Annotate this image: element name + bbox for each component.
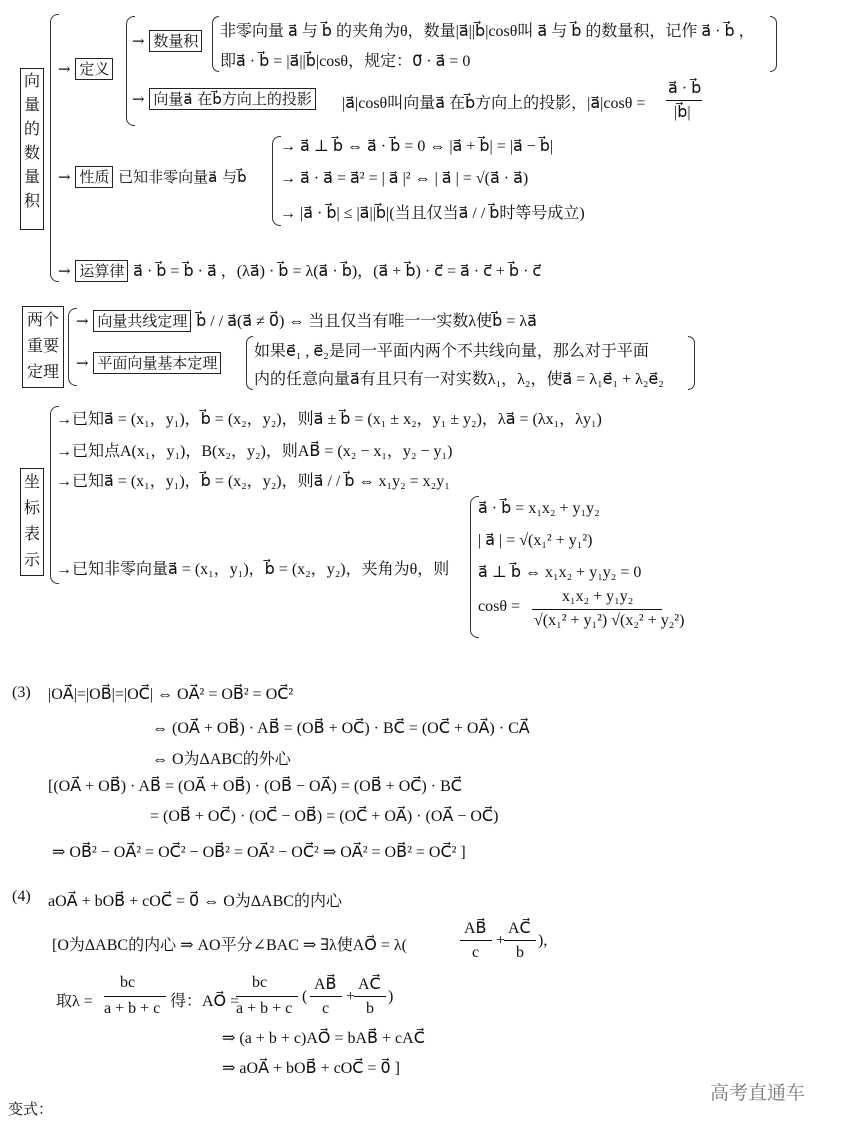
coord-r4-lhs: cosθ = (478, 598, 521, 615)
collinear-row: → 向量共线定理 b⃗ / / a⃗(a⃗ ≠ 0⃗) ⇔ 当且仅当有唯一一实数λ使b⃗ = λa⃗ (76, 312, 537, 330)
prod-row: → 数量积 (132, 30, 202, 52)
part4-line1: aOA⃗ + bOB⃗ + cOC⃗ = 0⃗ ⇔ O为ΔABC的内心 (48, 893, 342, 910)
title-char: 示 (23, 550, 40, 569)
coord-3: →已知a⃗ = (x₁，y₁)，b⃗ = (x₂，y₂)，则a⃗ / / b⃗ ⇔ x₁y₂ = x₂y₁ (56, 473, 450, 490)
prop-2: → a⃗ · a⃗ = a⃗² = | a⃗ |² ⇔ | a⃗ | = √(a⃗ · a⃗) (280, 170, 529, 187)
lambda-den: a + b + c (104, 1000, 161, 1017)
title-char: 量 (23, 95, 40, 114)
proj-frac-den: |b⃗| (674, 104, 691, 121)
lambda-num: bc (120, 974, 136, 991)
frac2-ac-bar (354, 996, 386, 997)
prop-3: → |a⃗ · b⃗| ≤ |a⃗||b⃗|(当且仅当a⃗ / / b⃗时等号成立) (280, 205, 585, 222)
lambda2-bar (236, 996, 298, 997)
prod-line1: 非零向量 a⃗ 与 b⃗ 的夹角为θ，数量|a⃗||b⃗|cosθ叫 a⃗ 与 b⃗ 的数量积，记作 a⃗ · b⃗ ， (220, 23, 755, 40)
part3-line4: [(OA⃗ + OB⃗) · AB⃗ = (OA⃗ + OB⃗) · (OB⃗ − OA⃗) = (OB⃗ + OC⃗) · BC⃗ (48, 778, 462, 795)
part4-line3-mid: 得：AO⃗ = (170, 993, 240, 1010)
coord-r3: a⃗ ⊥ b⃗ ⇔ x₁x₂ + y₁y₂ = 0 (478, 564, 642, 581)
part3-line3: ⇔ O为ΔABC的外心 (152, 751, 291, 768)
section1-title (20, 68, 44, 230)
part4-line3-open: ( (302, 988, 308, 1005)
prod-paren-left (212, 16, 219, 72)
lambda-bar (104, 996, 166, 997)
frac-plus: + (496, 932, 506, 949)
coord-2: →已知点A(x₁，y₁)，B(x₂，y₂)，则AB⃗ = (x₂ − x₁，y₂ − y₁) (56, 443, 453, 460)
basis-row: → 平面向量基本定理 (76, 352, 221, 374)
title-char: 标 (23, 498, 40, 517)
coord-r1: a⃗ · b⃗ = x₁x₂ + y₁y₂ (478, 500, 600, 517)
collinear-text: b⃗ / / a⃗(a⃗ ≠ 0⃗) ⇔ 当且仅当有唯一一实数λ使b⃗ = λa⃗ (196, 313, 537, 330)
title-char: 积 (23, 191, 40, 210)
title-char: 的 (23, 119, 40, 138)
watermark: 高考直通车 (710, 1082, 806, 1104)
section2-title (22, 306, 64, 388)
part4-line5: ⇒ aOA⃗ + bOB⃗ + cOC⃗ = 0⃗ ] (222, 1060, 400, 1077)
proj-frac-num: a⃗ · b⃗ (668, 80, 702, 97)
lambda2-num: bc (252, 974, 268, 991)
frac2-ab-den: c (322, 1000, 330, 1017)
frac-ac-bar (504, 940, 536, 941)
part4-line3-close: ) (388, 988, 394, 1005)
part4-line4: ⇒ (a + b + c)AO⃗ = bAB⃗ + cAC⃗ (222, 1030, 425, 1047)
part3-label: (3) (12, 684, 31, 701)
frac-ab-den: c (472, 944, 480, 961)
def-label: 定义 (75, 58, 113, 80)
part4-line2-pre: [O为ΔABC的内心 ⇒ AO平分∠BAC ⇒ ∃λ使AO⃗ = λ( (52, 937, 407, 954)
prop-label: 性质 (75, 166, 113, 188)
variant-label: 变式： (8, 1100, 54, 1118)
title-char: 坐 (23, 472, 40, 491)
frac2-plus: + (346, 988, 356, 1005)
prop-1: → a⃗ ⊥ b⃗ ⇔ a⃗ · b⃗ = 0 ⇔ |a⃗ + b⃗| = |a⃗ − b⃗| (280, 138, 554, 155)
part3-line1: |OA⃗|=|OB⃗|=|OC⃗| ⇔ OA⃗² = OB⃗² = OC⃗² (48, 686, 294, 703)
collinear-label: 向量共线定理 (93, 310, 191, 332)
basis-line2: 内的任意向量a⃗有且只有一对实数λ₁，λ₂，使a⃗ = λ₁e⃗₁ + λ₂e⃗₂ (254, 371, 664, 388)
frac-ab-bar (460, 940, 492, 941)
title-line: 定理 (26, 362, 59, 381)
coord-r4-num: x₁x₂ + y₁y₂ (562, 588, 634, 605)
coord-r2: | a⃗ | = √(x₁² + y₁²) (478, 532, 593, 549)
coord-4: →已知非零向量a⃗ = (x₁，y₁)，b⃗ = (x₂，y₂)，夹角为θ，则 (56, 561, 450, 578)
part3-line6: ⇒ OB⃗² − OA⃗² = OC⃗² − OB⃗² = OA⃗² − OC⃗² ⇒ OA⃗² = OB⃗² = OC⃗² ] (52, 844, 466, 861)
coord-r4-bar (532, 609, 662, 610)
prod-label: 数量积 (149, 30, 202, 52)
law-text: a⃗ · b⃗ = b⃗ · a⃗ ，(λa⃗) · b⃗ = λ(a⃗ · b⃗)，(a⃗ + b⃗) · c⃗ = a⃗ · c⃗ + b⃗ · c⃗ (133, 263, 542, 280)
proj-text: |a⃗|cosθ叫向量a⃗ 在b⃗方向上的投影，|a⃗|cosθ = (342, 95, 646, 112)
title-char: 量 (23, 167, 40, 186)
coord-r4-den: √(x₁² + y₁²) √(x₂² + y₂²) (534, 612, 685, 629)
title-char: 向 (23, 71, 40, 90)
def-row: → 定义 (58, 58, 113, 80)
proj-frac-bar (666, 100, 702, 101)
prop-prefix: 已知非零向量a⃗ 与b⃗ (118, 168, 247, 186)
part4-line3-pre: 取λ = (56, 993, 93, 1010)
basis-paren-right (688, 336, 695, 390)
title-line: 两个 (26, 310, 59, 329)
basis-paren-left (246, 336, 253, 390)
section1-brace (50, 14, 59, 282)
frac-ab-num: AB⃗ (464, 920, 487, 937)
title-char: 数 (23, 143, 40, 162)
frac-ac-den: b (516, 944, 524, 961)
law-row: → 运算律 a⃗ · b⃗ = b⃗ · a⃗ ，(λa⃗) · b⃗ = λ(a⃗ · b⃗)，(a⃗ + b⃗) · c⃗ = a⃗ · c⃗ + b⃗ · c⃗ (58, 262, 542, 280)
part4-line2-post: ), (538, 932, 548, 949)
coord-1: →已知a⃗ = (x₁，y₁)，b⃗ = (x₂，y₂)，则a⃗ ± b⃗ = (x₁ ± x₂，y₁ ± y₂)，λa⃗ = (λx₁，λy₁) (56, 411, 602, 428)
prop-row: → 性质 已知非零向量a⃗ 与b⃗ (58, 168, 247, 186)
proj-label: 向量a⃗ 在b⃗方向上的投影 (149, 88, 315, 110)
prod-line2: 即a⃗ · b⃗ = |a⃗||b⃗|cosθ，规定：0⃗ · a⃗ = 0 (220, 53, 471, 70)
title-line: 重要 (26, 336, 59, 355)
frac2-ab-bar (310, 996, 342, 997)
basis-line1: 如果e⃗₁ , e⃗₂是同一平面内两个不共线向量，那么对于平面 (254, 343, 649, 360)
frac2-ac-num: AC⃗ (358, 976, 381, 993)
part3-line2: ⇔ (OA⃗ + OB⃗) · AB⃗ = (OB⃗ + OC⃗) · BC⃗ = (OC⃗ + OA⃗) · CA⃗ (152, 720, 530, 737)
section3-title (20, 468, 44, 576)
frac-ac-num: AC⃗ (508, 920, 531, 937)
prod-paren-right (770, 16, 777, 72)
lambda2-den: a + b + c (236, 1000, 293, 1017)
frac2-ac-den: b (366, 1000, 374, 1017)
law-label: 运算律 (75, 260, 128, 282)
frac2-ab-num: AB⃗ (314, 976, 337, 993)
basis-label: 平面向量基本定理 (93, 352, 221, 374)
part3-line5: = (OB⃗ + OC⃗) · (OC⃗ − OB⃗) = (OC⃗ + OA⃗) · (OA⃗ − OC⃗) (150, 808, 499, 825)
part4-label: (4) (12, 888, 31, 905)
title-char: 表 (23, 524, 40, 543)
proj-row: → 向量a⃗ 在b⃗方向上的投影 (132, 88, 316, 110)
